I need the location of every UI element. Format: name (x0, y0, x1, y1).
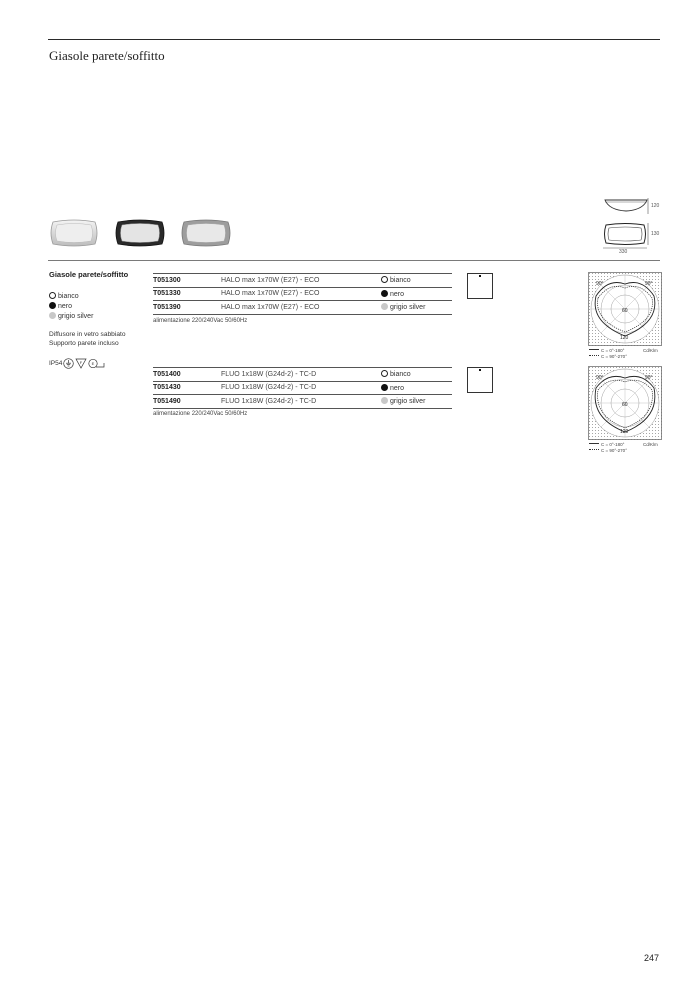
color-swatch-black (381, 384, 388, 391)
dimension-drawing-top (603, 198, 649, 214)
polar-diagram-halo (588, 272, 662, 346)
color-swatch-white (49, 292, 56, 299)
polar-unit: Cd/Klm (643, 348, 658, 353)
product-image-white (50, 219, 98, 247)
polar-label: 90° (596, 375, 604, 381)
product-color: bianco (381, 274, 452, 288)
polar-legend-dotted: C = 90°-270° (589, 354, 627, 359)
product-code: T051330 (153, 287, 221, 301)
note-support: Supporto parete incluso (49, 340, 119, 347)
product-color: grigio silver (381, 301, 452, 315)
polar-label: 90° (596, 281, 604, 287)
product-color: nero (381, 381, 452, 395)
polar-legend-dotted: C = 90°-270° (589, 448, 627, 453)
polar-label: 120 (620, 335, 629, 341)
table-row (153, 301, 452, 315)
mounting-symbol-icon (467, 367, 493, 393)
color-swatch-white (381, 370, 388, 377)
power-supply-note: alimentazione 220/240Vac 50/60Hz (153, 318, 248, 324)
product-color: bianco (381, 368, 452, 382)
product-image-grey (181, 219, 231, 247)
color-option-grigio: grigio silver (49, 312, 93, 322)
dimension-height-top: 120 (651, 203, 660, 209)
page-title: Giasole parete/soffitto (49, 48, 165, 63)
page-number: 247 (643, 953, 659, 963)
product-table-halo (153, 273, 452, 315)
section-rule (48, 260, 660, 261)
polar-label: 90° (645, 281, 653, 287)
table-row (153, 368, 452, 382)
table-row (153, 287, 452, 301)
product-code: T051400 (153, 368, 221, 382)
color-swatch-grey (49, 312, 56, 319)
dimension-height-side: 130 (651, 231, 660, 237)
product-color: nero (381, 287, 452, 301)
product-code: T051300 (153, 274, 221, 288)
color-swatch-black (49, 302, 56, 309)
product-code: T051490 (153, 395, 221, 409)
product-code: T051390 (153, 301, 221, 315)
product-description: FLUO 1x18W (G24d-2) - TC-D (221, 395, 381, 409)
color-swatch-white (381, 276, 388, 283)
polar-label: 120 (620, 429, 629, 435)
dimension-drawing-front (603, 223, 647, 245)
table-row (153, 395, 452, 409)
power-supply-note: alimentazione 220/240Vac 50/60Hz (153, 411, 248, 417)
mounting-symbol-icon (467, 273, 493, 299)
polar-unit: Cd/Klm (643, 442, 658, 447)
polar-label: 90° (645, 375, 653, 381)
polar-legend-solid: C = 0°-180° (589, 442, 625, 447)
flammable-surface-icon (75, 358, 87, 369)
product-description: HALO max 1x70W (E27) - ECO (221, 274, 381, 288)
color-swatch-grey (381, 303, 388, 310)
earth-ground-icon (63, 358, 74, 369)
color-swatch-black (381, 290, 388, 297)
product-color: grigio silver (381, 395, 452, 409)
product-description: FLUO 1x18W (G24d-2) - TC-D (221, 368, 381, 382)
color-swatch-grey (381, 397, 388, 404)
section-title: Giasole parete/soffitto (49, 270, 129, 279)
svg-text:F: F (79, 360, 83, 365)
product-code: T051430 (153, 381, 221, 395)
product-description: FLUO 1x18W (G24d-2) - TC-D (221, 381, 381, 395)
table-row (153, 381, 452, 395)
polar-legend-solid: C = 0°-180° (589, 348, 625, 353)
product-description: HALO max 1x70W (E27) - ECO (221, 301, 381, 315)
polar-label: 60 (622, 308, 628, 314)
product-table-fluo (153, 367, 452, 409)
product-description: HALO max 1x70W (E27) - ECO (221, 287, 381, 301)
polar-diagram-fluo (588, 366, 662, 440)
svg-text:E: E (91, 361, 95, 366)
ip-rating: IP54 (49, 360, 63, 367)
table-row (153, 274, 452, 288)
product-image-black (115, 219, 165, 247)
enec-mark-icon (88, 358, 106, 369)
note-diffuser: Diffusore in vetro sabbiato (49, 331, 126, 338)
polar-label: 60 (622, 402, 628, 408)
dimension-width: 330 (619, 249, 628, 255)
color-option-nero: nero (49, 302, 72, 312)
top-rule (48, 39, 660, 40)
color-option-bianco: bianco (49, 292, 79, 302)
